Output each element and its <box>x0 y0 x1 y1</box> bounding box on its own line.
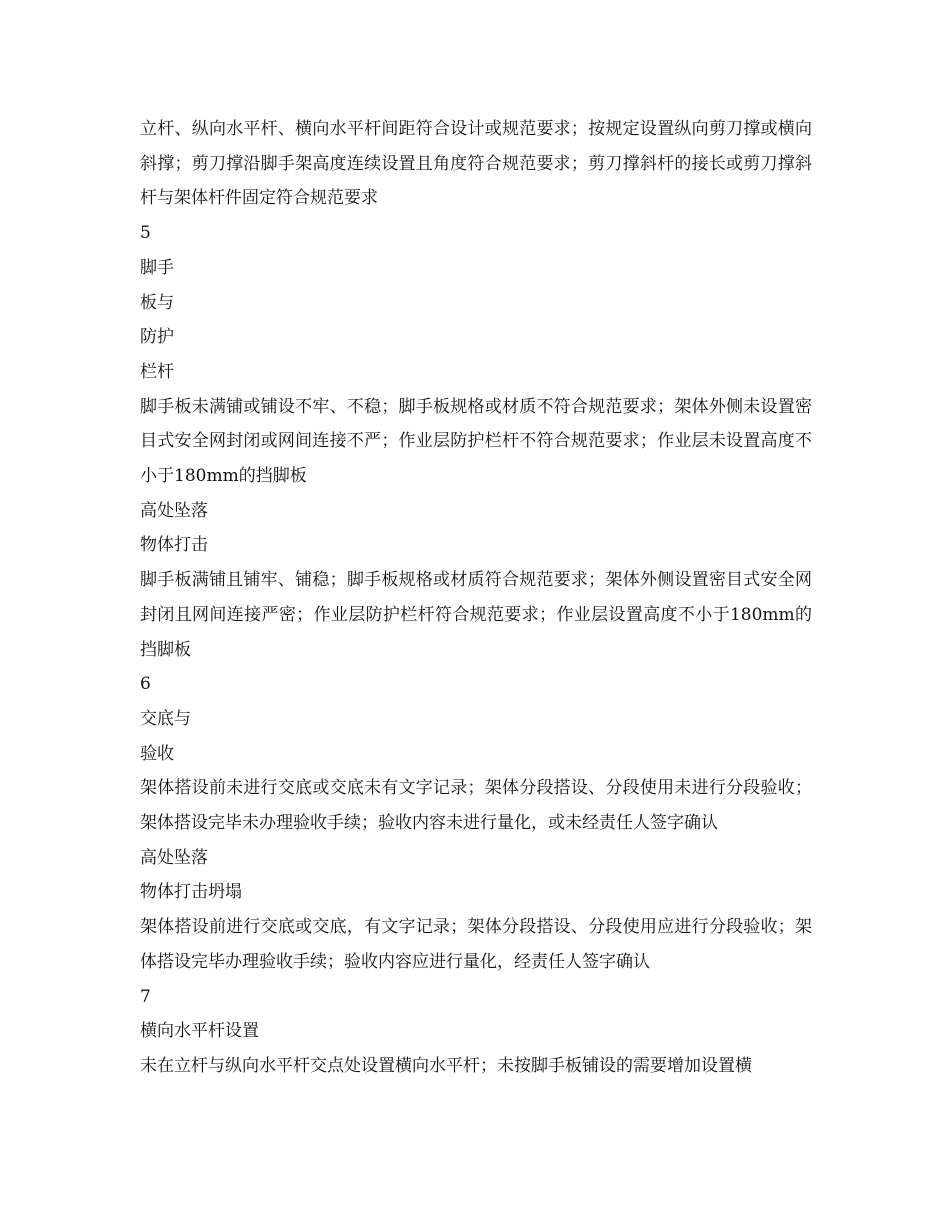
item-title-line: 交底与 <box>140 708 191 729</box>
hazard-type-line: 物体打击 <box>140 535 208 556</box>
hazard-type-line: 高处坠落 <box>140 500 208 521</box>
paragraph-compliance-requirements: 架体搭设前进行交底或交底，有文字记录；架体分段搭设、分段使用应进行分段验收；架体搭设完毕办理验收手续；验收内容应进行量化，经责任人签字确认 <box>140 917 812 972</box>
paragraph-hazard-description: 架体搭设前未进行交底或交底未有文字记录；架体分段搭设、分段使用未进行分段验收；架体搭设完毕未办理验收手续；验收内容未进行量化，或未经责任人签字确认 <box>140 778 812 834</box>
item-number-7: 7 <box>140 986 151 1007</box>
document-body <box>140 112 812 1084</box>
item-title-line: 板与 <box>140 292 174 313</box>
hazard-type-line: 物体打击坍塌 <box>140 882 242 903</box>
item-title-line: 栏杆 <box>140 361 174 382</box>
hazard-type-line: 高处坠落 <box>140 847 208 868</box>
item-number-6: 6 <box>140 674 151 695</box>
paragraph-hazard-description: 未在立杆与纵向水平杆交点处设置横向水平杆；未按脚手板铺设的需要增加设置横 <box>140 1055 752 1076</box>
item-number-5: 5 <box>140 223 151 244</box>
paragraph-spacing-requirements: 立杆、纵向水平杆、横向水平杆间距符合设计或规范要求；按规定设置纵向剪刀撑或横向斜撑；剪刀撑沿脚手架高度连续设置且角度符合规范要求；剪刀撑斜杆的接长或剪刀撑斜杆与架体杆件固定符合规范要求 <box>140 119 812 209</box>
item-title-line: 脚手 <box>140 257 174 278</box>
paragraph-compliance-requirements: 脚手板满铺且铺牢、铺稳；脚手板规格或材质符合规范要求；架体外侧设置密目式安全网封闭且网间连接严密；作业层防护栏杆符合规范要求；作业层设置高度不小于180mm的挡脚板 <box>140 570 812 660</box>
item-title-line: 验收 <box>140 743 174 764</box>
paragraph-hazard-description: 脚手板未满铺或铺设不牢、不稳；脚手板规格或材质不符合规范要求；架体外侧未设置密目式安全网封闭或网间连接不严；作业层防护栏杆不符合规范要求；作业层未设置高度不小于180mm的挡脚板 <box>140 396 812 487</box>
item-title-line: 防护 <box>140 327 174 348</box>
item-title-line: 横向水平杆设置 <box>140 1021 259 1042</box>
